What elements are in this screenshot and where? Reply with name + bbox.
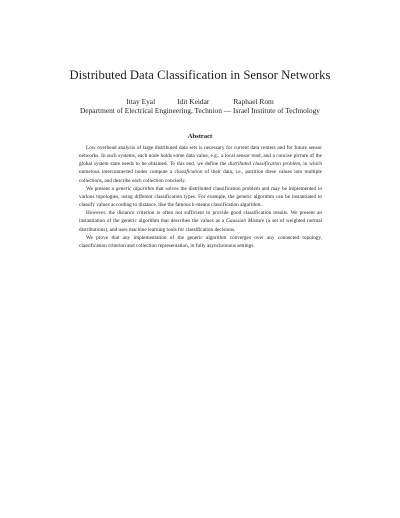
author-name: Ittay Eyal	[126, 97, 156, 106]
affiliation: Department of Electrical Engineering, Technion — Israel Institute of Technology	[79, 106, 321, 115]
author-name: Idit Keidar	[177, 97, 210, 106]
abstract-paragraph	[79, 209, 322, 233]
abstract-text: Low overhead analysis of large distributed data sets is necessary for current data centers and for future sensor networks. In such systems, each node holds some data value, e.g., a local sensor read, and a concise picture of the global system state needs to be obtained. To this end, we define the	[79, 145, 322, 168]
abstract-text: We prove that any implementation of the generic algorithm converges over any connected topology, classification criterion and collection representation, in fully asynchronous settings.	[79, 234, 322, 249]
paper-title: Distributed Data Classification in Sensor Networks	[69, 68, 331, 82]
abstract-emphasis: generic algorithm	[115, 185, 155, 192]
abstract-emphasis: classification	[174, 169, 203, 176]
abstract-emphasis: distributed classification problem	[228, 161, 301, 168]
abstract-emphasis: Gaussian Mixture	[226, 218, 265, 225]
abstract-paragraph	[79, 234, 322, 250]
author-name: Raphael Rom	[233, 97, 274, 106]
abstract-text: of their data, i.e., partition these values into multiple collections, and describe each collection concisely.	[79, 169, 323, 184]
abstract-text: (a set of weighted normal distributions), and uses machine learning tools for classification decisions.	[79, 218, 322, 233]
abstract-text: We present a	[86, 185, 116, 192]
abstract-paragraph	[79, 144, 322, 185]
abstract-text: that solves the distributed classification problem and may be implemented in various topologies, using different classification types. For example, the generic algorithm can be instantiated to classify values according to distance, like the famous k-means classification algorithm.	[79, 185, 322, 209]
abstract-body	[79, 144, 322, 250]
abstract-text: , in which numerous interconnected nodes compute a	[79, 161, 322, 176]
abstract-text: However, the distance criterion is often not sufficient to provide good classification results. We present an instantiation of the generic algorithm that describes the values as a	[79, 210, 322, 225]
abstract-paragraph	[79, 185, 322, 209]
author-list	[0, 97, 400, 106]
abstract-heading: Abstract	[187, 133, 213, 140]
